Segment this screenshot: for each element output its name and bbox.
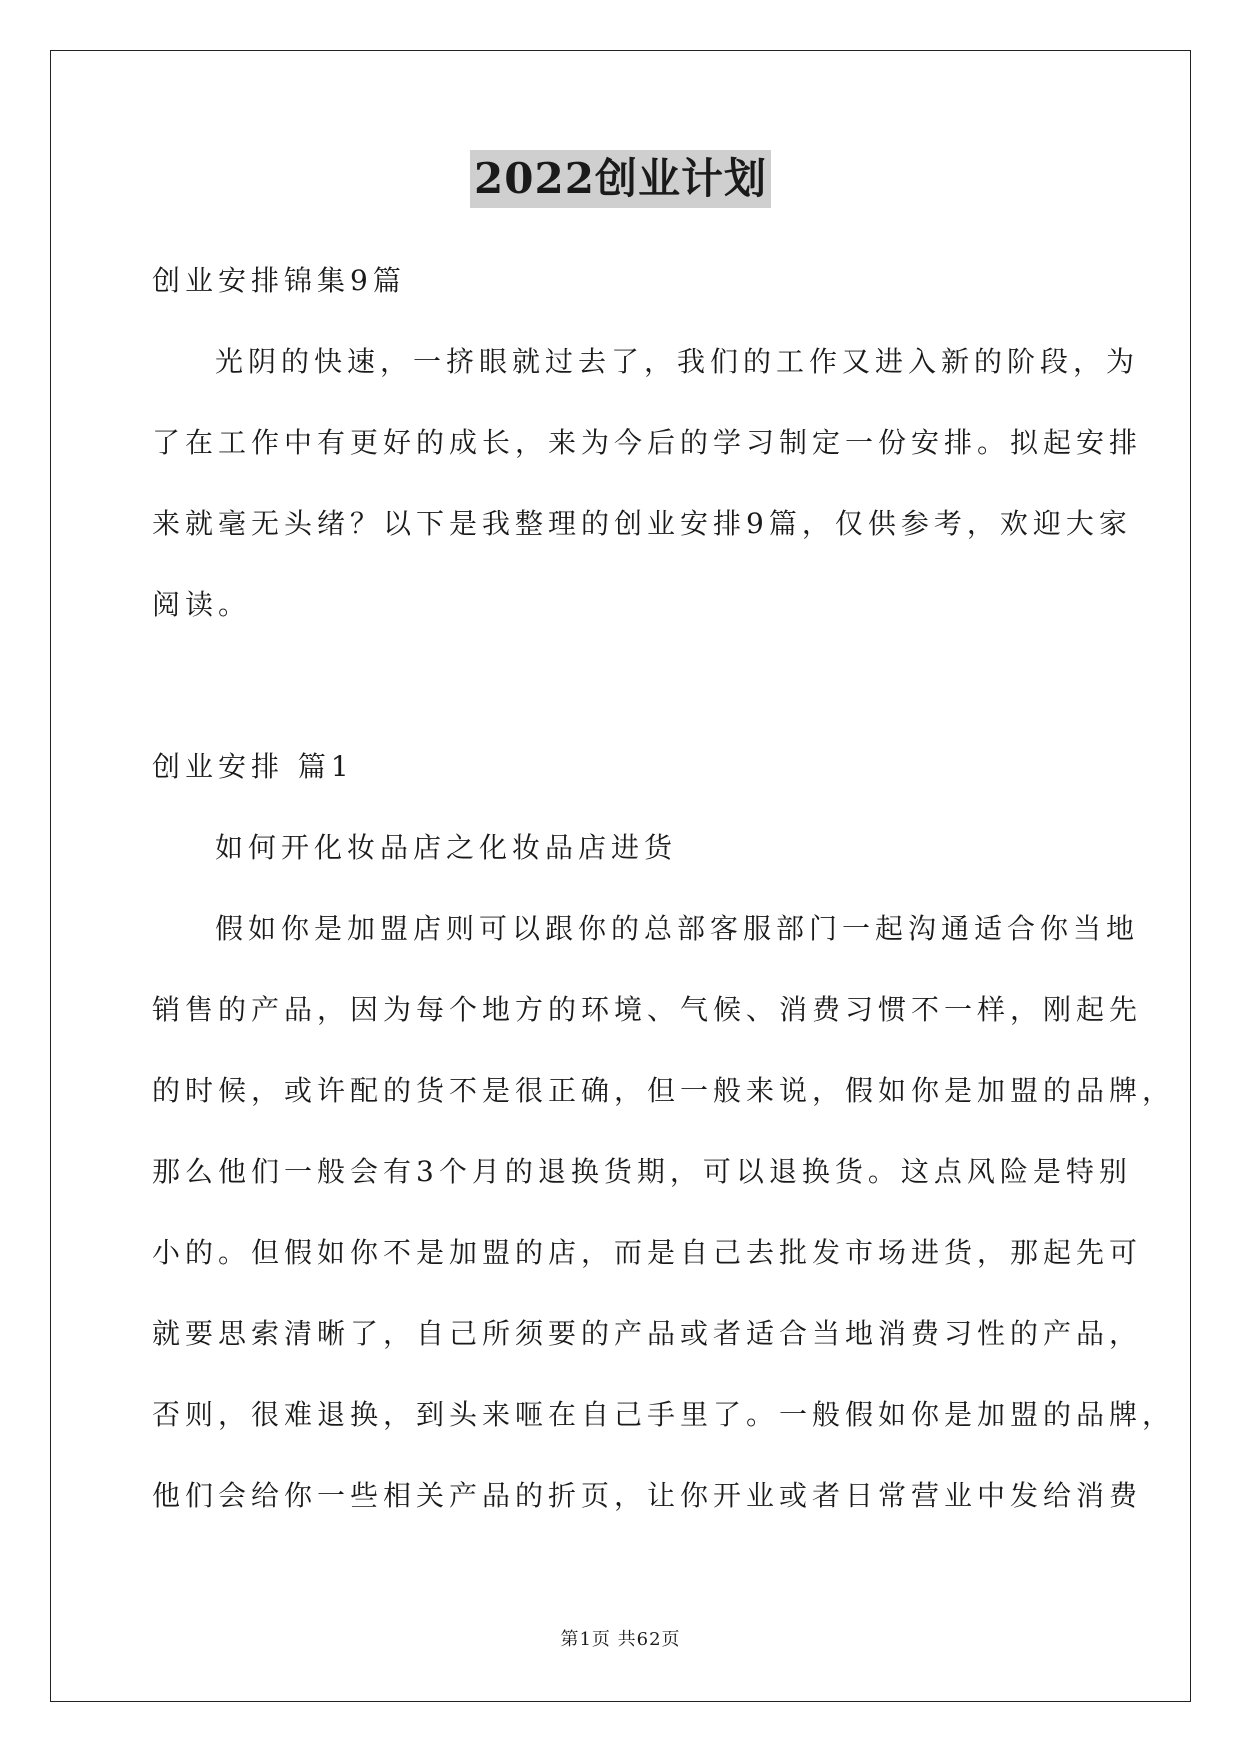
- body-line: 就要思索清晰了，自己所须要的产品或者适合当地消费习性的产品，: [152, 1317, 1143, 1350]
- body-line: 他们会给你一些相关产品的折页，让你开业或者日常营业中发给消费: [152, 1479, 1143, 1512]
- body-line: 那么他们一般会有3个月的退换货期，可以退换货。这点风险是特别: [152, 1155, 1132, 1188]
- body-line: 销售的产品，因为每个地方的环境、气候、消费习惯不一样，刚起先: [152, 993, 1143, 1026]
- title-container: [0, 150, 1241, 208]
- document-title: 2022创业计划: [470, 150, 771, 208]
- page-footer: 第1页 共62页: [560, 1629, 681, 1650]
- intro-line: 来就毫无头绪？以下是我整理的创业安排9篇，仅供参考，欢迎大家: [152, 507, 1132, 540]
- spacer: [152, 645, 1092, 726]
- body-line: 小的。但假如你不是加盟的店，而是自己去批发市场进货，那起先可: [152, 1236, 1143, 1269]
- subtitle: 创业安排锦集9篇: [152, 264, 406, 297]
- section-subheading: 如何开化妆品店之化妆品店进货: [215, 831, 678, 864]
- intro-line: 光阴的快速，一挤眼就过去了，我们的工作又进入新的阶段，为: [215, 345, 1140, 378]
- body-line: 的时候，或许配的货不是很正确，但一般来说，假如你是加盟的品牌，: [152, 1074, 1176, 1107]
- intro-line: 了在工作中有更好的成长，来为今后的学习制定一份安排。拟起安排: [152, 426, 1143, 459]
- intro-line: 阅读。: [152, 588, 252, 621]
- document-body: [152, 240, 1176, 1536]
- section-heading: 创业安排 篇1: [152, 750, 354, 783]
- body-line: 假如你是加盟店则可以跟你的总部客服部门一起沟通适合你当地: [215, 912, 1140, 945]
- body-line: 否则，很难退换，到头来咂在自己手里了。一般假如你是加盟的品牌，: [152, 1398, 1176, 1431]
